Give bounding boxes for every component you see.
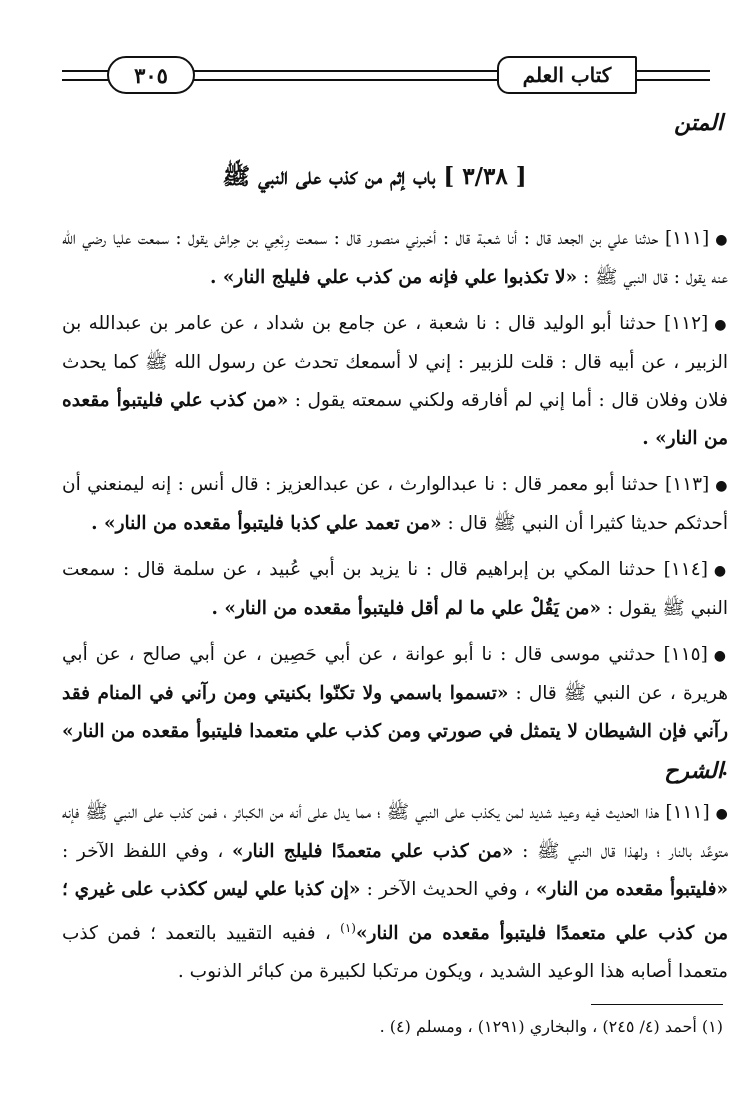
- bullet-icon: ●: [715, 232, 728, 248]
- hadith-111: [62, 220, 728, 297]
- hadith-number: [١١٤]: [663, 559, 708, 580]
- matn-label: المتن: [674, 110, 723, 136]
- hadith-text: حدثنا المكي بن إبراهيم قال : نا يزيد بن أبي عُبيد ، عن سلمة قال : سمعت النبي ﷺ يقول :: [62, 559, 728, 619]
- hadith-number: [١١٣]: [664, 474, 710, 495]
- hadith-text: حدثنا أبو معمر قال : نا عبدالوارث ، عن عبدالعزيز : قال أنس : إنه ليمنعني أن أحدثكم حديثا كثيرا أن النبي ﷺ قال :: [62, 474, 728, 534]
- hadith-quote: «من كذب علي فليتبوأ مقعده من النار» .: [62, 390, 728, 449]
- hadith-number: [١١١]: [664, 228, 710, 249]
- bullet-icon: ●: [715, 478, 729, 494]
- matn-body: [62, 220, 728, 789]
- footnote-rule: [591, 1004, 723, 1005]
- sharh-quote-1: «من كذب علي متعمدًا فليلج النار»: [232, 841, 514, 862]
- hadith-113: [62, 466, 728, 543]
- hadith-quote: «من تعمد علي كذبا فليتبوأ مقعده من النار» .: [91, 513, 442, 534]
- hadith-quote: «من يَقُلْ علي ما لم أقل فليتبوأ مقعده من النار» .: [211, 598, 602, 619]
- page-number: [107, 56, 195, 94]
- sharh-text-3: ، وفي الحديث الآخر :: [360, 879, 536, 900]
- sharh-quote-3: «إن كذبا علي ليس ككذب على غيري ؛ من كذب علي متعمدًا فليتبوأ مقعده من النار»: [62, 879, 728, 945]
- sharh-body: [62, 794, 728, 991]
- sharh-quote-2: «فليتبوأ مقعده من النار»: [535, 879, 729, 900]
- hadith-text: حدثنا علي بن الجعد قال : أنا شعبة قال : أخبرني منصور قال : سمعت رِبْعِي بن حِراش يقول : سمعت عليا رضي الله عنه يقول : قال النبي ﷺ :: [62, 228, 728, 288]
- sharh-label: الشرح: [664, 758, 723, 784]
- hadith-number: [١١٢]: [664, 313, 709, 334]
- sharh-text-4: ، ففيه التقييد بالتعمد ؛ فمن كذب متعمدا أصابه هذا الوعيد الشديد ، ويكون مرتكبا لكبيرة من كبائر الذنوب .: [62, 923, 728, 983]
- hadith-114: [62, 551, 728, 628]
- hadith-text: حدثنا أبو الوليد قال : نا شعبة ، عن جامع بن شداد ، عن عامر بن عبدالله بن الزبير ، عن أبيه قال : قلت للزبير : إني لا أسمعك تحدث عن رسول الله ﷺ كما يحدث فلان وفلان قال : أما إني لم أفارقه ولكني سمعته يقول :: [62, 313, 728, 411]
- sharh-number: [١١١]: [665, 802, 710, 823]
- hadith-number: [١١٥]: [663, 644, 708, 665]
- sharh-111: [62, 794, 728, 991]
- chapter-title: [ ٣/٣٨ ] باب إثم من كذب على النبي ﷺ: [222, 163, 527, 190]
- bullet-icon: ●: [713, 563, 728, 579]
- running-title-text: كتاب العلم: [522, 63, 612, 87]
- running-title: [497, 56, 637, 94]
- hadith-quote: «لا تكذبوا علي فإنه من كذب علي فليلج النار» .: [209, 267, 578, 288]
- hadith-112: [62, 305, 728, 458]
- page-number-text: ٣٠٥: [134, 62, 168, 88]
- footnote: (١) أحمد (٤/ ٢٤٥) ، والبخاري (١٢٩١) ، ومسلم (٤) .: [379, 1017, 723, 1036]
- sharh-text-1: هذا الحديث فيه وعيد شديد لمن يكذب على النبي ﷺ ؛ مما يدل على أنه من الكبائر ، فمن كذب على النبي ﷺ فإنه متوعَّد بالنار ؛ ولهذا قال النبي ﷺ :: [62, 802, 728, 862]
- footnote-marker[interactable]: (١): [340, 921, 356, 935]
- bullet-icon: ●: [714, 317, 728, 333]
- bullet-icon: ●: [713, 648, 729, 664]
- bullet-icon: ●: [715, 806, 728, 822]
- sharh-text-2: ، وفي اللفظ الآخر :: [62, 841, 233, 862]
- hadith-text: حدثني موسى قال : نا أبو عوانة ، عن أبي حَصِين ، عن أبي صالح ، عن أبي هريرة ، عن النبي ﷺ قال :: [62, 644, 728, 704]
- hadith-115: [62, 636, 728, 789]
- hadith-quote: «تسموا باسمي ولا تكنّوا بكنيتي ومن رآني في المنام فقد رآني فإن الشيطان لا يتمثل في صورتي ومن كذب علي متعمدا فليتبوأ مقعده من النار» .: [62, 683, 728, 780]
